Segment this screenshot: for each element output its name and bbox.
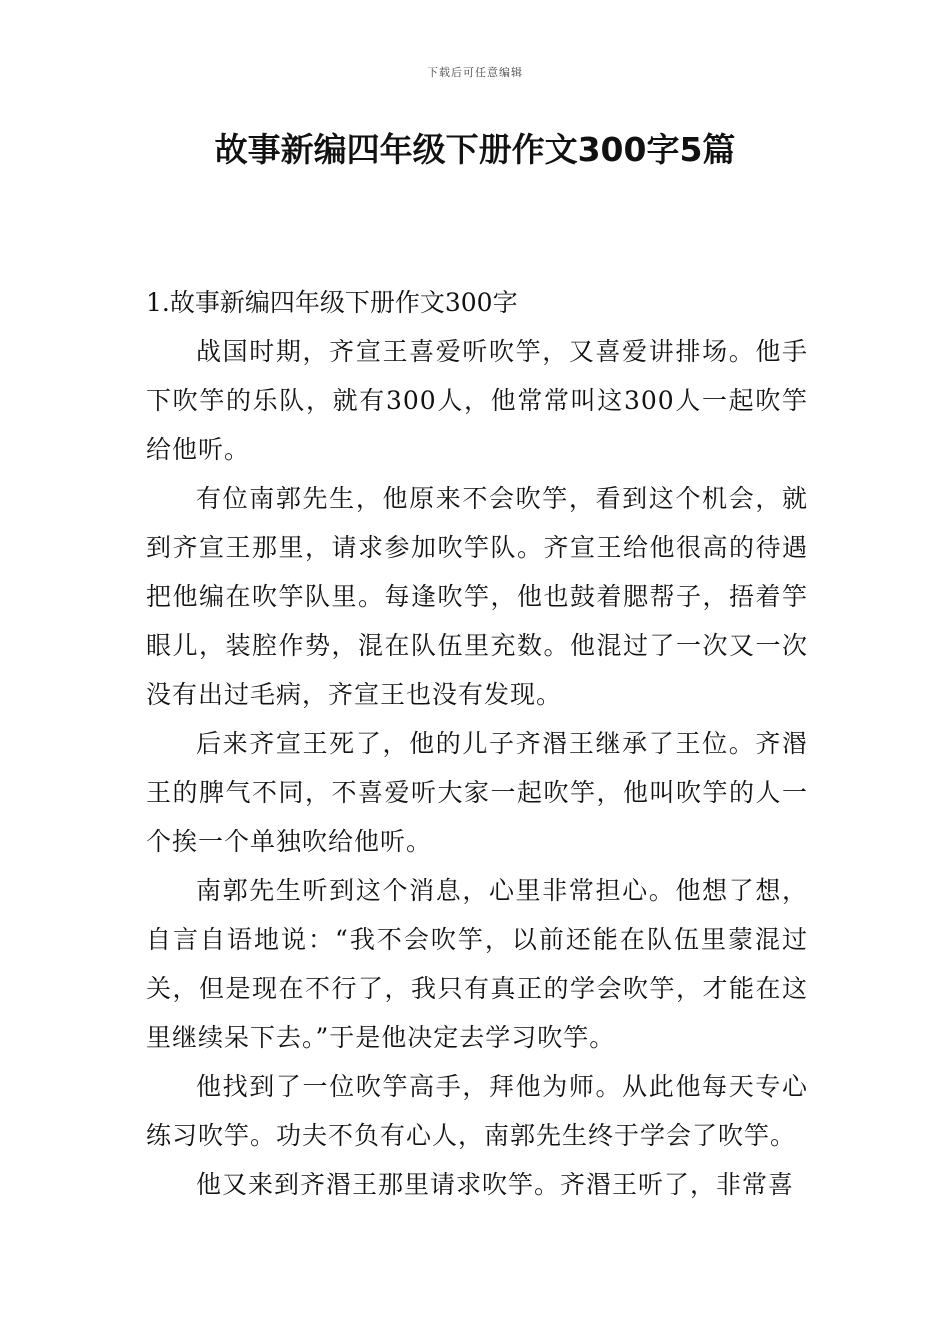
paragraph-5: 他找到了一位吹竽高手，拜他为师。从此他每天专心练习吹竽。功夫不负有心人，南郭先生终于学会了吹竽。 <box>146 1072 808 1150</box>
paragraph-1: 战国时期，齐宣王喜爱听吹竽，又喜爱讲排场。他手下吹竽的乐队，就有300人，他常常叫这300人一起吹竽给他听。 <box>146 337 808 464</box>
header-note: 下载后可任意编辑 <box>427 66 523 79</box>
document-body <box>146 278 808 1209</box>
section-heading: 1.故事新编四年级下册作文300字 <box>146 288 518 317</box>
paragraph-6: 他又来到齐湣王那里请求吹竽。齐湣王听了，非常喜 <box>196 1170 795 1199</box>
paragraph-4: 南郭先生听到这个消息，心里非常担心。他想了想，自言自语地说：“我不会吹竽，以前还能在队伍里蒙混过关，但是现在不行了，我只有真正的学会吹竽，才能在这里继续呆下去。”于是他决定去学习吹竽。 <box>146 876 808 1052</box>
paragraph-2: 有位南郭先生，他原来不会吹竽，看到这个机会，就到齐宣王那里，请求参加吹竽队。齐宣王给他很高的待遇把他编在吹竽队里。每逢吹竽，他也鼓着腮帮子，捂着竽眼儿，装腔作势，混在队伍里充数。他混过了一次又一次没有出过毛病，齐宣王也没有发现。 <box>146 484 808 709</box>
document-title: 故事新编四年级下册作文300字5篇 <box>214 130 736 169</box>
paragraph-3: 后来齐宣王死了，他的儿子齐湣王继承了王位。齐湣王的脾气不同，不喜爱听大家一起吹竽，他叫吹竽的人一个挨一个单独吹给他听。 <box>146 729 808 856</box>
